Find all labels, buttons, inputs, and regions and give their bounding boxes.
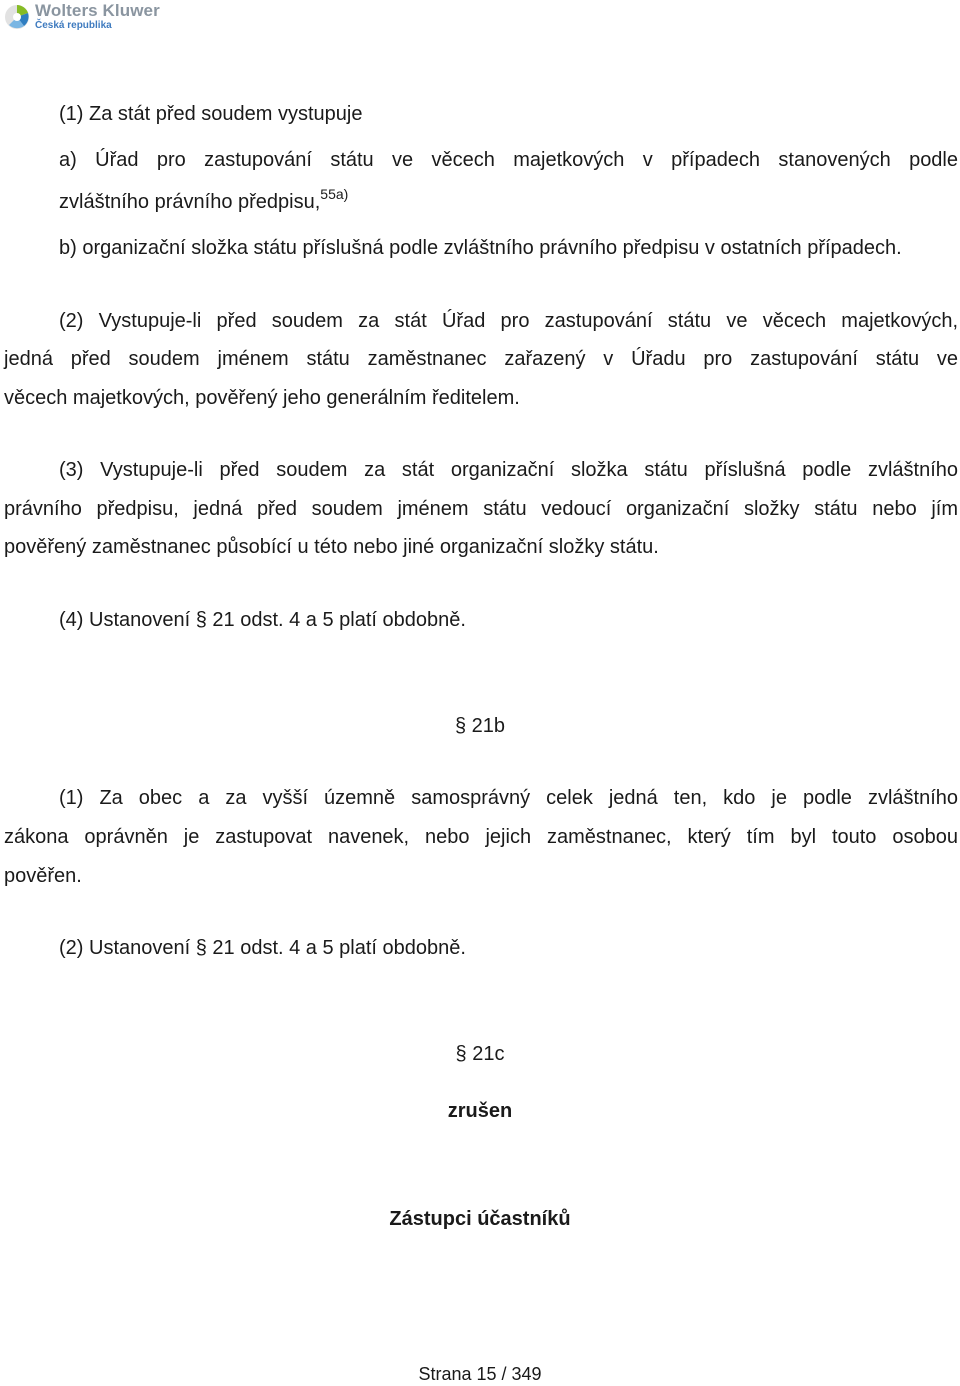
s21c-status: zrušen [447, 1100, 513, 1122]
s21b-p1-line2: zákona oprávněn je zastupovat navenek, nebo jejich zaměstnanec, který tím byl touto osobou [4, 826, 958, 848]
s21a-p1-a-line1: a) Úřad pro zastupování státu ve věcech majetkových v případech stanovených podle [59, 149, 958, 171]
s21b-p2: (2) Ustanovení § 21 odst. 4 a 5 platí obdobně. [59, 937, 466, 959]
s21a-p3-line1: (3) Vystupuje-li před soudem za stát organizační složka státu příslušná podle zvláštního [59, 459, 958, 481]
s21a-p1-a-text: zvláštního právního předpisu, [59, 191, 321, 213]
s21a-p3-line3: pověřený zaměstnanec působící u této nebo jiné organizační složky státu. [4, 536, 659, 558]
s21a-p2-line2: jedná před soudem jménem státu zaměstnanec zařazený v Úřadu pro zastupování státu ve [4, 348, 958, 370]
s21a-p2-line3: věcech majetkových, pověřený jeho generálním ředitelem. [4, 387, 520, 409]
s21b-p1-line3: pověřen. [4, 865, 82, 887]
s21b-heading: § 21b [454, 715, 506, 737]
brand-name: Wolters Kluwer [35, 1, 160, 20]
brand-subtitle: Česká republika [35, 20, 112, 31]
s21a-p3-line2: právního předpisu, jedná před soudem jménem státu vedoucí organizační složky státu nebo jím [4, 498, 958, 520]
s21a-p2-line1: (2) Vystupuje-li před soudem za stát Úřad pro zastupování státu ve věcech majetkových, [59, 310, 958, 332]
s21b-p1-line1: (1) Za obec a za vyšší územně samosprávný celek jedná ten, kdo je podle zvláštního [59, 787, 958, 809]
footnote-reference[interactable]: 55a) [320, 186, 349, 202]
s21a-p4: (4) Ustanovení § 21 odst. 4 a 5 platí obdobně. [59, 609, 466, 631]
page-number: Strana 15 / 349 [418, 1364, 542, 1384]
publisher-logo [4, 2, 160, 31]
s21a-p1-a-line2 [59, 186, 349, 214]
section-title: Zástupci účastníků [389, 1208, 571, 1230]
wolters-kluwer-logo-icon [4, 4, 30, 30]
s21a-p1-b: b) organizační složka státu příslušná podle zvláštního právního předpisu v ostatních případech. [59, 237, 902, 259]
s21c-heading: § 21c [455, 1043, 505, 1065]
s21a-p1-intro: (1) Za stát před soudem vystupuje [59, 103, 363, 125]
